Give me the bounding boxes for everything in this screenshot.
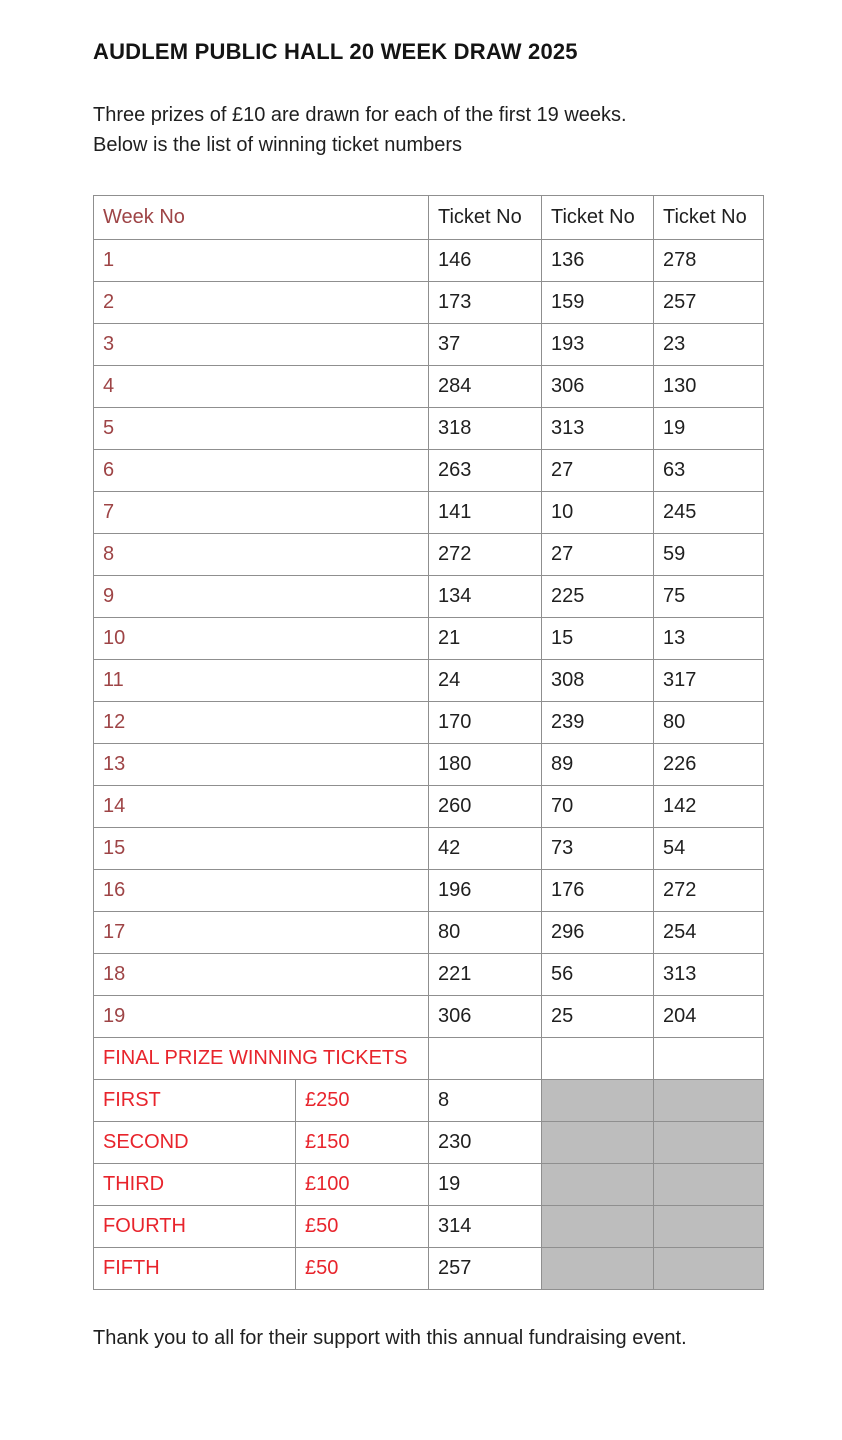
ticket-no-cell: 308 (542, 660, 654, 702)
ticket-no-cell: 142 (654, 786, 764, 828)
final-prize-header-row (94, 1038, 764, 1080)
week-row (94, 660, 764, 702)
week-no-cell: 9 (94, 576, 429, 618)
week-rows (94, 240, 764, 1038)
week-row (94, 576, 764, 618)
ticket-no-cell: 193 (542, 324, 654, 366)
prize-ticket-cell: 8 (429, 1080, 542, 1122)
ticket-no-cell: 180 (429, 744, 542, 786)
week-no-cell: 2 (94, 282, 429, 324)
week-row (94, 450, 764, 492)
ticket-no-cell: 221 (429, 954, 542, 996)
week-row (94, 492, 764, 534)
week-row (94, 282, 764, 324)
ticket-no-cell: 19 (654, 408, 764, 450)
ticket-no-cell: 37 (429, 324, 542, 366)
ticket-no-cell: 54 (654, 828, 764, 870)
ticket-no-cell: 27 (542, 450, 654, 492)
week-no-cell: 1 (94, 240, 429, 282)
ticket-no-cell: 284 (429, 366, 542, 408)
page-title: AUDLEM PUBLIC HALL 20 WEEK DRAW 2025 (93, 39, 578, 64)
ticket-no-cell: 25 (542, 996, 654, 1038)
footer-note: Thank you to all for their support with this annual fundraising event. (93, 1327, 687, 1349)
week-row (94, 366, 764, 408)
prize-amount-cell: £50 (296, 1206, 429, 1248)
ticket-no-cell: 21 (429, 618, 542, 660)
ticket-no-cell: 257 (654, 282, 764, 324)
intro-line-2: Below is the list of winning ticket numbers (93, 134, 463, 156)
prize-row (94, 1164, 764, 1206)
final-header-rows (94, 1038, 764, 1080)
week-no-cell: 3 (94, 324, 429, 366)
ticket-no-cell: 317 (654, 660, 764, 702)
week-no-cell: 17 (94, 912, 429, 954)
intro-paragraph (93, 100, 763, 160)
ticket-no-header: Ticket No (542, 196, 654, 240)
week-row (94, 324, 764, 366)
prize-amount-cell: £50 (296, 1248, 429, 1290)
week-no-cell: 12 (94, 702, 429, 744)
ticket-no-cell: 196 (429, 870, 542, 912)
ticket-no-cell: 313 (542, 408, 654, 450)
prize-row (94, 1248, 764, 1290)
ticket-no-cell: 141 (429, 492, 542, 534)
prize-ticket-cell: 314 (429, 1206, 542, 1248)
final-prize-header-cell: FINAL PRIZE WINNING TICKETS (94, 1038, 429, 1080)
ticket-no-cell: 170 (429, 702, 542, 744)
ticket-no-header: Ticket No (429, 196, 542, 240)
prize-ticket-cell: 19 (429, 1164, 542, 1206)
week-no-cell: 15 (94, 828, 429, 870)
ticket-no-cell: 306 (429, 996, 542, 1038)
week-no-cell: 6 (94, 450, 429, 492)
ticket-no-cell: 10 (542, 492, 654, 534)
empty-gray-cell (542, 1122, 654, 1164)
prize-ticket-cell: 257 (429, 1248, 542, 1290)
ticket-no-cell: 59 (654, 534, 764, 576)
week-row (94, 618, 764, 660)
ticket-no-cell: 245 (654, 492, 764, 534)
ticket-no-cell: 56 (542, 954, 654, 996)
ticket-no-cell: 263 (429, 450, 542, 492)
ticket-no-cell: 15 (542, 618, 654, 660)
ticket-no-cell: 272 (654, 870, 764, 912)
week-no-cell: 11 (94, 660, 429, 702)
ticket-no-cell: 146 (429, 240, 542, 282)
week-row (94, 870, 764, 912)
empty-cell (542, 1038, 654, 1080)
empty-gray-cell (654, 1080, 764, 1122)
ticket-no-cell: 80 (654, 702, 764, 744)
prize-position-cell: FIRST (94, 1080, 296, 1122)
ticket-no-cell: 89 (542, 744, 654, 786)
header-rows (94, 196, 764, 240)
ticket-no-cell: 73 (542, 828, 654, 870)
week-row (94, 744, 764, 786)
ticket-no-cell: 204 (654, 996, 764, 1038)
ticket-no-cell: 23 (654, 324, 764, 366)
week-row (94, 702, 764, 744)
week-no-cell: 18 (94, 954, 429, 996)
week-no-cell: 10 (94, 618, 429, 660)
empty-gray-cell (542, 1206, 654, 1248)
prize-row (94, 1080, 764, 1122)
empty-gray-cell (542, 1248, 654, 1290)
week-row (94, 534, 764, 576)
week-no-cell: 19 (94, 996, 429, 1038)
week-row (94, 408, 764, 450)
empty-gray-cell (654, 1206, 764, 1248)
prize-position-cell: SECOND (94, 1122, 296, 1164)
ticket-no-cell: 225 (542, 576, 654, 618)
empty-gray-cell (654, 1164, 764, 1206)
week-row (94, 912, 764, 954)
table-header-row (94, 196, 764, 240)
empty-gray-cell (542, 1080, 654, 1122)
ticket-no-cell: 27 (542, 534, 654, 576)
prize-position-cell: FOURTH (94, 1206, 296, 1248)
ticket-no-cell: 75 (654, 576, 764, 618)
week-no-cell: 8 (94, 534, 429, 576)
ticket-no-cell: 176 (542, 870, 654, 912)
ticket-no-cell: 42 (429, 828, 542, 870)
ticket-no-cell: 70 (542, 786, 654, 828)
ticket-no-cell: 272 (429, 534, 542, 576)
ticket-no-cell: 226 (654, 744, 764, 786)
prize-position-cell: THIRD (94, 1164, 296, 1206)
empty-cell (654, 1038, 764, 1080)
week-no-cell: 14 (94, 786, 429, 828)
empty-gray-cell (654, 1122, 764, 1164)
ticket-no-cell: 254 (654, 912, 764, 954)
ticket-no-cell: 24 (429, 660, 542, 702)
week-no-header: Week No (94, 196, 429, 240)
week-row (94, 828, 764, 870)
week-no-cell: 7 (94, 492, 429, 534)
ticket-no-cell: 80 (429, 912, 542, 954)
ticket-no-cell: 134 (429, 576, 542, 618)
week-row (94, 954, 764, 996)
prize-amount-cell: £150 (296, 1122, 429, 1164)
week-no-cell: 4 (94, 366, 429, 408)
week-row (94, 240, 764, 282)
ticket-no-cell: 239 (542, 702, 654, 744)
ticket-no-header: Ticket No (654, 196, 764, 240)
prize-position-cell: FIFTH (94, 1248, 296, 1290)
empty-gray-cell (654, 1248, 764, 1290)
week-row (94, 786, 764, 828)
ticket-no-cell: 159 (542, 282, 654, 324)
prize-row (94, 1206, 764, 1248)
ticket-no-cell: 130 (654, 366, 764, 408)
prize-amount-cell: £250 (296, 1080, 429, 1122)
prize-ticket-cell: 230 (429, 1122, 542, 1164)
ticket-no-cell: 63 (654, 450, 764, 492)
empty-cell (429, 1038, 542, 1080)
week-row (94, 996, 764, 1038)
ticket-no-cell: 173 (429, 282, 542, 324)
week-no-cell: 13 (94, 744, 429, 786)
week-no-cell: 5 (94, 408, 429, 450)
ticket-no-cell: 313 (654, 954, 764, 996)
ticket-no-cell: 306 (542, 366, 654, 408)
prize-row (94, 1122, 764, 1164)
draw-results-table (93, 195, 764, 1290)
empty-gray-cell (542, 1164, 654, 1206)
week-no-cell: 16 (94, 870, 429, 912)
prize-amount-cell: £100 (296, 1164, 429, 1206)
ticket-no-cell: 13 (654, 618, 764, 660)
intro-line-1: Three prizes of £10 are drawn for each of the first 19 weeks. (93, 104, 627, 126)
ticket-no-cell: 318 (429, 408, 542, 450)
ticket-no-cell: 296 (542, 912, 654, 954)
ticket-no-cell: 260 (429, 786, 542, 828)
ticket-no-cell: 136 (542, 240, 654, 282)
prize-rows (94, 1080, 764, 1290)
ticket-no-cell: 278 (654, 240, 764, 282)
